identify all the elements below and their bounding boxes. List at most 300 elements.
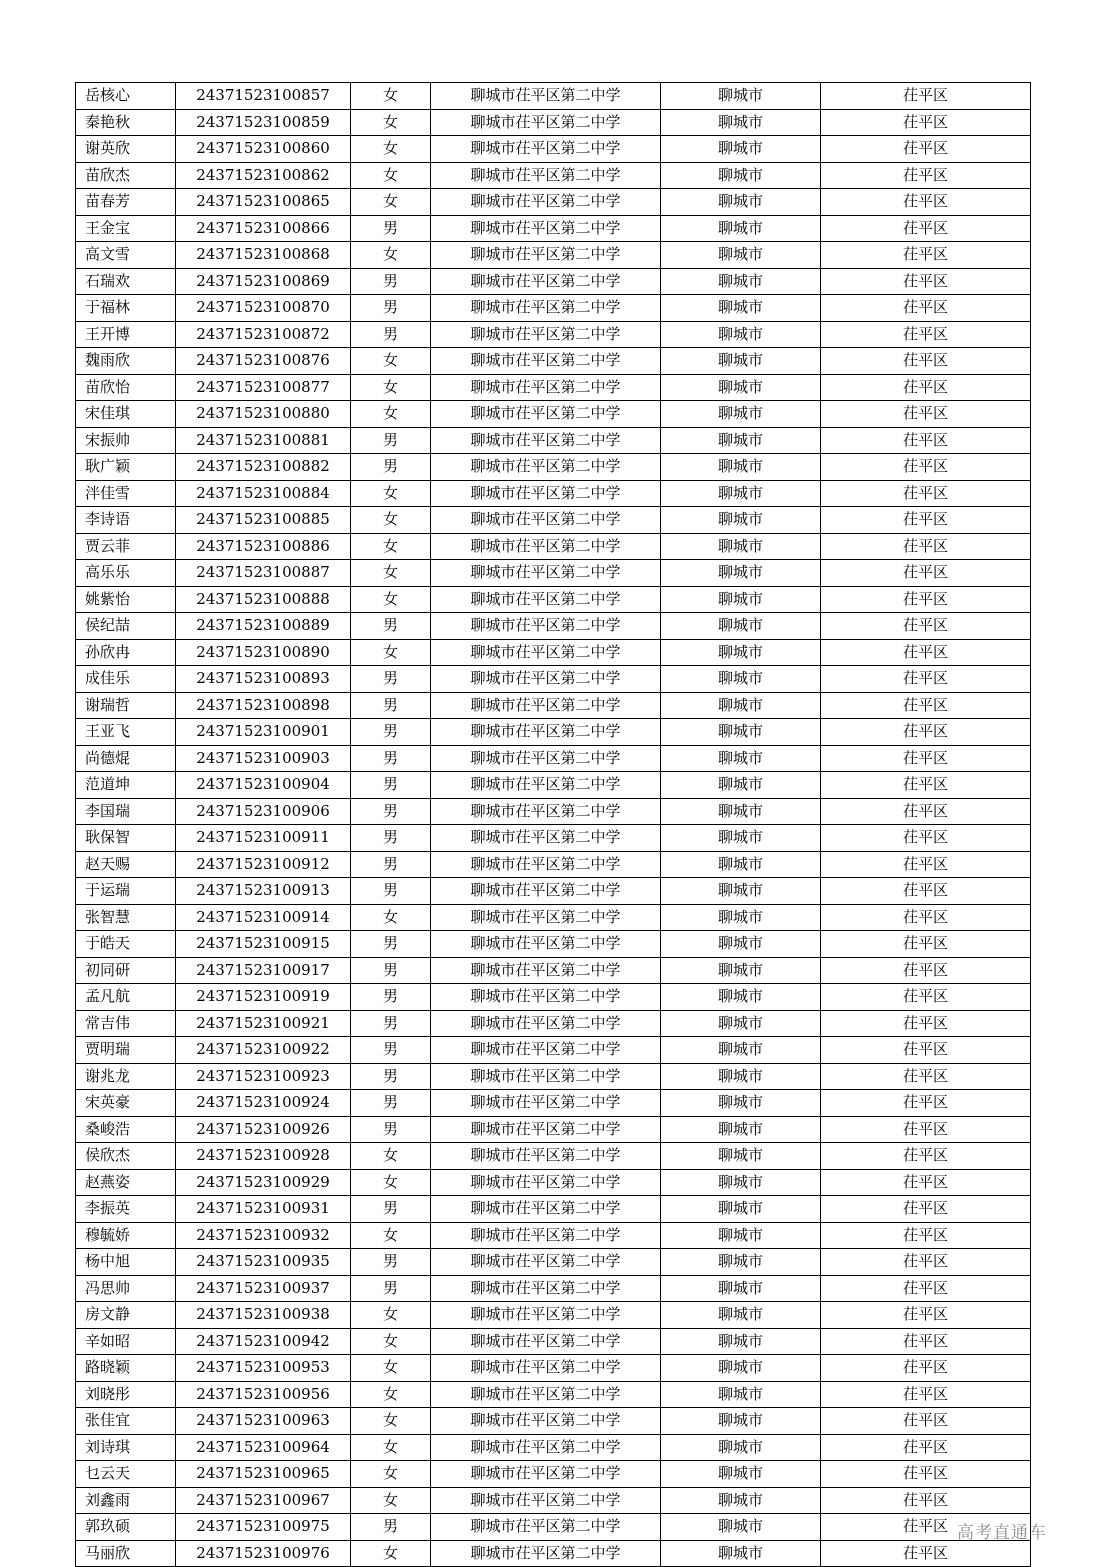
school-cell: 聊城市茌平区第二中学 xyxy=(431,1037,661,1064)
district-cell: 茌平区 xyxy=(821,1063,1031,1090)
district-cell: 茌平区 xyxy=(821,109,1031,136)
district-cell: 茌平区 xyxy=(821,798,1031,825)
gender-cell: 男 xyxy=(351,427,431,454)
exam-id-cell: 24371523100914 xyxy=(176,904,351,931)
exam-id-cell: 24371523100904 xyxy=(176,772,351,799)
city-cell: 聊城市 xyxy=(661,374,821,401)
exam-id-cell: 24371523100913 xyxy=(176,878,351,905)
exam-id-cell: 24371523100862 xyxy=(176,162,351,189)
name-cell: 孙欣冉 xyxy=(76,639,176,666)
gender-cell: 男 xyxy=(351,825,431,852)
table-row xyxy=(76,1090,1031,1117)
exam-id-cell: 24371523100857 xyxy=(176,83,351,110)
school-cell: 聊城市茌平区第二中学 xyxy=(431,851,661,878)
gender-cell: 女 xyxy=(351,109,431,136)
gender-cell: 女 xyxy=(351,1169,431,1196)
district-cell: 茌平区 xyxy=(821,321,1031,348)
gender-cell: 女 xyxy=(351,639,431,666)
school-cell: 聊城市茌平区第二中学 xyxy=(431,1010,661,1037)
gender-cell: 男 xyxy=(351,666,431,693)
school-cell: 聊城市茌平区第二中学 xyxy=(431,772,661,799)
city-cell: 聊城市 xyxy=(661,639,821,666)
gender-cell: 男 xyxy=(351,772,431,799)
exam-id-cell: 24371523100938 xyxy=(176,1302,351,1329)
name-cell: 高乐乐 xyxy=(76,560,176,587)
city-cell: 聊城市 xyxy=(661,692,821,719)
school-cell: 聊城市茌平区第二中学 xyxy=(431,321,661,348)
city-cell: 聊城市 xyxy=(661,189,821,216)
gender-cell: 女 xyxy=(351,189,431,216)
name-cell: 谢英欣 xyxy=(76,136,176,163)
table-row xyxy=(76,560,1031,587)
school-cell: 聊城市茌平区第二中学 xyxy=(431,1381,661,1408)
school-cell: 聊城市茌平区第二中学 xyxy=(431,189,661,216)
school-cell: 聊城市茌平区第二中学 xyxy=(431,1143,661,1170)
district-cell: 茌平区 xyxy=(821,83,1031,110)
school-cell: 聊城市茌平区第二中学 xyxy=(431,1540,661,1567)
school-cell: 聊城市茌平区第二中学 xyxy=(431,162,661,189)
district-cell: 茌平区 xyxy=(821,692,1031,719)
city-cell: 聊城市 xyxy=(661,268,821,295)
exam-id-cell: 24371523100965 xyxy=(176,1461,351,1488)
table-row xyxy=(76,1514,1031,1541)
name-cell: 尚德焜 xyxy=(76,745,176,772)
city-cell: 聊城市 xyxy=(661,1063,821,1090)
table-row xyxy=(76,745,1031,772)
table-row xyxy=(76,878,1031,905)
gender-cell: 男 xyxy=(351,878,431,905)
exam-id-cell: 24371523100953 xyxy=(176,1355,351,1382)
school-cell: 聊城市茌平区第二中学 xyxy=(431,1275,661,1302)
district-cell: 茌平区 xyxy=(821,374,1031,401)
district-cell: 茌平区 xyxy=(821,1010,1031,1037)
school-cell: 聊城市茌平区第二中学 xyxy=(431,692,661,719)
district-cell: 茌平区 xyxy=(821,772,1031,799)
city-cell: 聊城市 xyxy=(661,1116,821,1143)
district-cell: 茌平区 xyxy=(821,427,1031,454)
name-cell: 成佳乐 xyxy=(76,666,176,693)
name-cell: 宋英豪 xyxy=(76,1090,176,1117)
city-cell: 聊城市 xyxy=(661,878,821,905)
gender-cell: 女 xyxy=(351,1302,431,1329)
gender-cell: 女 xyxy=(351,1222,431,1249)
table-row xyxy=(76,1275,1031,1302)
city-cell: 聊城市 xyxy=(661,401,821,428)
table-row xyxy=(76,348,1031,375)
district-cell: 茌平区 xyxy=(821,1434,1031,1461)
district-cell: 茌平区 xyxy=(821,1514,1031,1541)
gender-cell: 女 xyxy=(351,242,431,269)
city-cell: 聊城市 xyxy=(661,560,821,587)
school-cell: 聊城市茌平区第二中学 xyxy=(431,984,661,1011)
exam-id-cell: 24371523100876 xyxy=(176,348,351,375)
school-cell: 聊城市茌平区第二中学 xyxy=(431,1249,661,1276)
city-cell: 聊城市 xyxy=(661,1249,821,1276)
gender-cell: 女 xyxy=(351,83,431,110)
district-cell: 茌平区 xyxy=(821,1222,1031,1249)
gender-cell: 男 xyxy=(351,1063,431,1090)
city-cell: 聊城市 xyxy=(661,984,821,1011)
school-cell: 聊城市茌平区第二中学 xyxy=(431,1514,661,1541)
city-cell: 聊城市 xyxy=(661,1461,821,1488)
name-cell: 张智慧 xyxy=(76,904,176,931)
district-cell: 茌平区 xyxy=(821,480,1031,507)
name-cell: 贾云菲 xyxy=(76,533,176,560)
district-cell: 茌平区 xyxy=(821,1408,1031,1435)
district-cell: 茌平区 xyxy=(821,931,1031,958)
exam-id-cell: 24371523100942 xyxy=(176,1328,351,1355)
table-row xyxy=(76,851,1031,878)
district-cell: 茌平区 xyxy=(821,560,1031,587)
exam-id-cell: 24371523100865 xyxy=(176,189,351,216)
exam-id-cell: 24371523100923 xyxy=(176,1063,351,1090)
school-cell: 聊城市茌平区第二中学 xyxy=(431,215,661,242)
city-cell: 聊城市 xyxy=(661,215,821,242)
exam-id-cell: 24371523100926 xyxy=(176,1116,351,1143)
school-cell: 聊城市茌平区第二中学 xyxy=(431,401,661,428)
exam-id-cell: 24371523100928 xyxy=(176,1143,351,1170)
district-cell: 茌平区 xyxy=(821,613,1031,640)
gender-cell: 男 xyxy=(351,798,431,825)
city-cell: 聊城市 xyxy=(661,1222,821,1249)
gender-cell: 男 xyxy=(351,1275,431,1302)
district-cell: 茌平区 xyxy=(821,878,1031,905)
gender-cell: 女 xyxy=(351,1434,431,1461)
table-row xyxy=(76,904,1031,931)
exam-id-cell: 24371523100872 xyxy=(176,321,351,348)
school-cell: 聊城市茌平区第二中学 xyxy=(431,957,661,984)
school-cell: 聊城市茌平区第二中学 xyxy=(431,586,661,613)
city-cell: 聊城市 xyxy=(661,613,821,640)
district-cell: 茌平区 xyxy=(821,507,1031,534)
gender-cell: 女 xyxy=(351,1355,431,1382)
table-row xyxy=(76,295,1031,322)
table-row xyxy=(76,480,1031,507)
school-cell: 聊城市茌平区第二中学 xyxy=(431,1328,661,1355)
gender-cell: 女 xyxy=(351,374,431,401)
table-row xyxy=(76,162,1031,189)
name-cell: 耿保智 xyxy=(76,825,176,852)
school-cell: 聊城市茌平区第二中学 xyxy=(431,348,661,375)
name-cell: 谢兆龙 xyxy=(76,1063,176,1090)
school-cell: 聊城市茌平区第二中学 xyxy=(431,639,661,666)
district-cell: 茌平区 xyxy=(821,666,1031,693)
district-cell: 茌平区 xyxy=(821,189,1031,216)
gender-cell: 男 xyxy=(351,745,431,772)
table-row xyxy=(76,401,1031,428)
district-cell: 茌平区 xyxy=(821,454,1031,481)
gender-cell: 女 xyxy=(351,348,431,375)
city-cell: 聊城市 xyxy=(661,507,821,534)
table-row xyxy=(76,798,1031,825)
city-cell: 聊城市 xyxy=(661,109,821,136)
school-cell: 聊城市茌平区第二中学 xyxy=(431,745,661,772)
table-row xyxy=(76,957,1031,984)
city-cell: 聊城市 xyxy=(661,745,821,772)
school-cell: 聊城市茌平区第二中学 xyxy=(431,719,661,746)
name-cell: 辛如昭 xyxy=(76,1328,176,1355)
exam-id-cell: 24371523100932 xyxy=(176,1222,351,1249)
table-row xyxy=(76,1143,1031,1170)
city-cell: 聊城市 xyxy=(661,1037,821,1064)
exam-id-cell: 24371523100922 xyxy=(176,1037,351,1064)
table-row xyxy=(76,1063,1031,1090)
table-row xyxy=(76,242,1031,269)
gender-cell: 男 xyxy=(351,1196,431,1223)
exam-id-cell: 24371523100859 xyxy=(176,109,351,136)
name-cell: 穆毓娇 xyxy=(76,1222,176,1249)
name-cell: 李振英 xyxy=(76,1196,176,1223)
school-cell: 聊城市茌平区第二中学 xyxy=(431,533,661,560)
name-cell: 王开博 xyxy=(76,321,176,348)
exam-id-cell: 24371523100886 xyxy=(176,533,351,560)
gender-cell: 男 xyxy=(351,1010,431,1037)
gender-cell: 女 xyxy=(351,904,431,931)
exam-id-cell: 24371523100929 xyxy=(176,1169,351,1196)
district-cell: 茌平区 xyxy=(821,957,1031,984)
district-cell: 茌平区 xyxy=(821,1275,1031,1302)
school-cell: 聊城市茌平区第二中学 xyxy=(431,931,661,958)
district-cell: 茌平区 xyxy=(821,984,1031,1011)
school-cell: 聊城市茌平区第二中学 xyxy=(431,613,661,640)
table-row xyxy=(76,83,1031,110)
school-cell: 聊城市茌平区第二中学 xyxy=(431,1090,661,1117)
name-cell: 刘诗琪 xyxy=(76,1434,176,1461)
district-cell: 茌平区 xyxy=(821,1143,1031,1170)
exam-id-cell: 24371523100882 xyxy=(176,454,351,481)
city-cell: 聊城市 xyxy=(661,1434,821,1461)
gender-cell: 女 xyxy=(351,480,431,507)
school-cell: 聊城市茌平区第二中学 xyxy=(431,904,661,931)
gender-cell: 女 xyxy=(351,1487,431,1514)
city-cell: 聊城市 xyxy=(661,586,821,613)
name-cell: 姚紫怡 xyxy=(76,586,176,613)
watermark-text: 高考直通车 xyxy=(957,1523,1047,1543)
table-row xyxy=(76,1116,1031,1143)
name-cell: 张佳宜 xyxy=(76,1408,176,1435)
exam-id-cell: 24371523100924 xyxy=(176,1090,351,1117)
school-cell: 聊城市茌平区第二中学 xyxy=(431,374,661,401)
district-cell: 茌平区 xyxy=(821,1249,1031,1276)
school-cell: 聊城市茌平区第二中学 xyxy=(431,825,661,852)
gender-cell: 男 xyxy=(351,984,431,1011)
name-cell: 刘晓彤 xyxy=(76,1381,176,1408)
school-cell: 聊城市茌平区第二中学 xyxy=(431,878,661,905)
gender-cell: 女 xyxy=(351,560,431,587)
name-cell: 赵天赐 xyxy=(76,851,176,878)
name-cell: 乜云天 xyxy=(76,1461,176,1488)
school-cell: 聊城市茌平区第二中学 xyxy=(431,798,661,825)
exam-id-cell: 24371523100976 xyxy=(176,1540,351,1567)
district-cell: 茌平区 xyxy=(821,401,1031,428)
name-cell: 侯纪喆 xyxy=(76,613,176,640)
exam-id-cell: 24371523100870 xyxy=(176,295,351,322)
gender-cell: 男 xyxy=(351,1090,431,1117)
district-cell: 茌平区 xyxy=(821,1461,1031,1488)
city-cell: 聊城市 xyxy=(661,772,821,799)
school-cell: 聊城市茌平区第二中学 xyxy=(431,1487,661,1514)
name-cell: 石瑞欢 xyxy=(76,268,176,295)
name-cell: 郭玖硕 xyxy=(76,1514,176,1541)
gender-cell: 男 xyxy=(351,613,431,640)
exam-id-cell: 24371523100901 xyxy=(176,719,351,746)
gender-cell: 男 xyxy=(351,295,431,322)
city-cell: 聊城市 xyxy=(661,1090,821,1117)
district-cell: 茌平区 xyxy=(821,1169,1031,1196)
district-cell: 茌平区 xyxy=(821,268,1031,295)
table-row xyxy=(76,772,1031,799)
city-cell: 聊城市 xyxy=(661,1010,821,1037)
school-cell: 聊城市茌平区第二中学 xyxy=(431,427,661,454)
table-row xyxy=(76,1434,1031,1461)
school-cell: 聊城市茌平区第二中学 xyxy=(431,1116,661,1143)
school-cell: 聊城市茌平区第二中学 xyxy=(431,1196,661,1223)
gender-cell: 男 xyxy=(351,215,431,242)
table-row xyxy=(76,586,1031,613)
district-cell: 茌平区 xyxy=(821,639,1031,666)
name-cell: 谢瑞哲 xyxy=(76,692,176,719)
name-cell: 宋佳琪 xyxy=(76,401,176,428)
city-cell: 聊城市 xyxy=(661,348,821,375)
exam-id-cell: 24371523100915 xyxy=(176,931,351,958)
table-row xyxy=(76,1249,1031,1276)
city-cell: 聊城市 xyxy=(661,321,821,348)
city-cell: 聊城市 xyxy=(661,1196,821,1223)
name-cell: 王金宝 xyxy=(76,215,176,242)
table-row xyxy=(76,109,1031,136)
gender-cell: 男 xyxy=(351,1514,431,1541)
school-cell: 聊城市茌平区第二中学 xyxy=(431,480,661,507)
table-row xyxy=(76,1037,1031,1064)
exam-id-cell: 24371523100911 xyxy=(176,825,351,852)
exam-id-cell: 24371523100866 xyxy=(176,215,351,242)
gender-cell: 女 xyxy=(351,1408,431,1435)
table-row xyxy=(76,984,1031,1011)
gender-cell: 女 xyxy=(351,507,431,534)
city-cell: 聊城市 xyxy=(661,957,821,984)
city-cell: 聊城市 xyxy=(661,1143,821,1170)
exam-id-cell: 24371523100964 xyxy=(176,1434,351,1461)
gender-cell: 男 xyxy=(351,1037,431,1064)
city-cell: 聊城市 xyxy=(661,136,821,163)
city-cell: 聊城市 xyxy=(661,1540,821,1567)
city-cell: 聊城市 xyxy=(661,1514,821,1541)
table-row xyxy=(76,1355,1031,1382)
name-cell: 于运瑞 xyxy=(76,878,176,905)
exam-id-cell: 24371523100860 xyxy=(176,136,351,163)
table-row xyxy=(76,1169,1031,1196)
name-cell: 苗欣杰 xyxy=(76,162,176,189)
school-cell: 聊城市茌平区第二中学 xyxy=(431,560,661,587)
city-cell: 聊城市 xyxy=(661,1302,821,1329)
table-row xyxy=(76,1196,1031,1223)
gender-cell: 男 xyxy=(351,931,431,958)
exam-id-cell: 24371523100881 xyxy=(176,427,351,454)
name-cell: 初同研 xyxy=(76,957,176,984)
school-cell: 聊城市茌平区第二中学 xyxy=(431,242,661,269)
gender-cell: 女 xyxy=(351,1328,431,1355)
city-cell: 聊城市 xyxy=(661,719,821,746)
school-cell: 聊城市茌平区第二中学 xyxy=(431,1461,661,1488)
school-cell: 聊城市茌平区第二中学 xyxy=(431,1302,661,1329)
name-cell: 王亚飞 xyxy=(76,719,176,746)
city-cell: 聊城市 xyxy=(661,666,821,693)
name-cell: 冯思帅 xyxy=(76,1275,176,1302)
school-cell: 聊城市茌平区第二中学 xyxy=(431,109,661,136)
school-cell: 聊城市茌平区第二中学 xyxy=(431,268,661,295)
school-cell: 聊城市茌平区第二中学 xyxy=(431,1222,661,1249)
exam-id-cell: 24371523100919 xyxy=(176,984,351,1011)
city-cell: 聊城市 xyxy=(661,533,821,560)
school-cell: 聊城市茌平区第二中学 xyxy=(431,295,661,322)
city-cell: 聊城市 xyxy=(661,1355,821,1382)
table-row xyxy=(76,374,1031,401)
name-cell: 赵燕姿 xyxy=(76,1169,176,1196)
district-cell: 茌平区 xyxy=(821,1196,1031,1223)
exam-id-cell: 24371523100880 xyxy=(176,401,351,428)
gender-cell: 女 xyxy=(351,1461,431,1488)
district-cell: 茌平区 xyxy=(821,586,1031,613)
district-cell: 茌平区 xyxy=(821,825,1031,852)
city-cell: 聊城市 xyxy=(661,798,821,825)
school-cell: 聊城市茌平区第二中学 xyxy=(431,1355,661,1382)
gender-cell: 男 xyxy=(351,1249,431,1276)
gender-cell: 女 xyxy=(351,162,431,189)
district-cell: 茌平区 xyxy=(821,215,1031,242)
gender-cell: 女 xyxy=(351,1381,431,1408)
district-cell: 茌平区 xyxy=(821,851,1031,878)
exam-id-cell: 24371523100921 xyxy=(176,1010,351,1037)
table-row xyxy=(76,507,1031,534)
gender-cell: 女 xyxy=(351,1143,431,1170)
city-cell: 聊城市 xyxy=(661,904,821,931)
district-cell: 茌平区 xyxy=(821,1116,1031,1143)
name-cell: 刘鑫雨 xyxy=(76,1487,176,1514)
table-row xyxy=(76,268,1031,295)
name-cell: 高文雪 xyxy=(76,242,176,269)
gender-cell: 女 xyxy=(351,1540,431,1567)
name-cell: 泮佳雪 xyxy=(76,480,176,507)
city-cell: 聊城市 xyxy=(661,295,821,322)
table-row xyxy=(76,454,1031,481)
gender-cell: 男 xyxy=(351,692,431,719)
table-row xyxy=(76,825,1031,852)
name-cell: 房文静 xyxy=(76,1302,176,1329)
city-cell: 聊城市 xyxy=(661,162,821,189)
city-cell: 聊城市 xyxy=(661,1275,821,1302)
district-cell: 茌平区 xyxy=(821,1328,1031,1355)
school-cell: 聊城市茌平区第二中学 xyxy=(431,1063,661,1090)
school-cell: 聊城市茌平区第二中学 xyxy=(431,83,661,110)
exam-id-cell: 24371523100931 xyxy=(176,1196,351,1223)
city-cell: 聊城市 xyxy=(661,825,821,852)
name-cell: 魏雨欣 xyxy=(76,348,176,375)
district-cell: 茌平区 xyxy=(821,1381,1031,1408)
name-cell: 苗春芳 xyxy=(76,189,176,216)
name-cell: 侯欣杰 xyxy=(76,1143,176,1170)
exam-id-cell: 24371523100888 xyxy=(176,586,351,613)
city-cell: 聊城市 xyxy=(661,931,821,958)
district-cell: 茌平区 xyxy=(821,533,1031,560)
name-cell: 耿广颖 xyxy=(76,454,176,481)
exam-id-cell: 24371523100935 xyxy=(176,1249,351,1276)
name-cell: 岳核心 xyxy=(76,83,176,110)
name-cell: 孟凡航 xyxy=(76,984,176,1011)
name-cell: 马丽欣 xyxy=(76,1540,176,1567)
table-row xyxy=(76,1302,1031,1329)
city-cell: 聊城市 xyxy=(661,242,821,269)
exam-id-cell: 24371523100887 xyxy=(176,560,351,587)
